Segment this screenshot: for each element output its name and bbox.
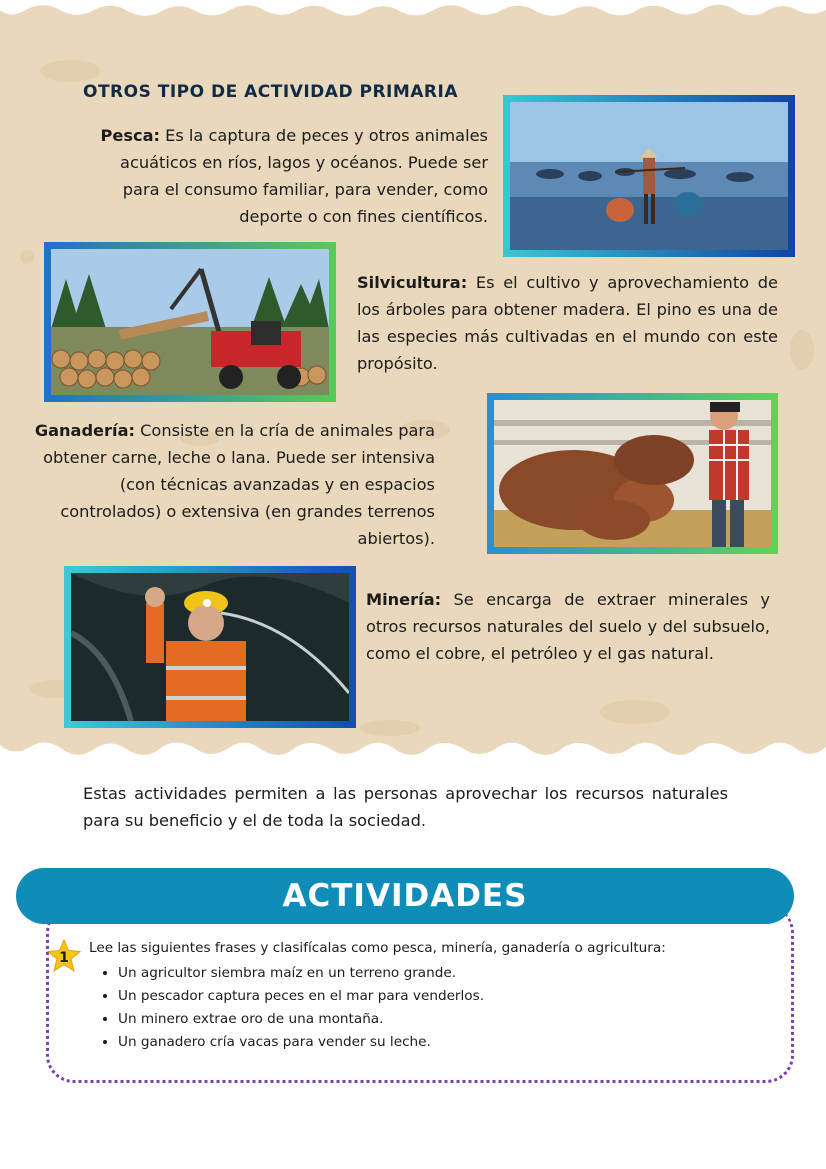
silvicultura-text: Es el cultivo y aprovechamiento de los árboles para obtener madera. El pino es una de las especies más cultivadas en el mundo con este propósito. bbox=[357, 273, 778, 373]
mineria-text: Se encarga de extraer minerales y otros recursos naturales del suelo y del subsuelo, como el cobre, el petróleo y el gas natural. bbox=[366, 590, 770, 663]
activity-number: 1 bbox=[59, 950, 69, 966]
ganaderia-text: Consiste en la cría de animales para obtener carne, leche o lana. Puede ser intensiva (con técnicas avanzadas y en espacios controlados) o extensiva (en grandes terrenos abiertos). bbox=[43, 421, 435, 548]
activity-items bbox=[100, 962, 484, 1054]
mining-photo bbox=[64, 566, 356, 728]
star-number-icon bbox=[47, 939, 81, 973]
list-item: • Un agricultor siembra maíz en un terreno grande. bbox=[118, 962, 484, 985]
mineria-term: Minería: bbox=[366, 590, 442, 609]
section-title: OTROS TIPO DE ACTIVIDAD PRIMARIA bbox=[83, 82, 459, 102]
mineria-paragraph bbox=[366, 586, 770, 667]
pesca-text: Es la captura de peces y otros animales acuáticos en ríos, lagos y océanos. Puede ser para el consumo familiar, para vender, como deporte o con fines científicos. bbox=[120, 126, 488, 226]
list-item: • Un pescador captura peces en el mar para venderlos. bbox=[118, 985, 484, 1008]
bottom-torn-edge bbox=[0, 735, 826, 765]
fishing-photo bbox=[503, 95, 795, 257]
pesca-term: Pesca: bbox=[100, 126, 160, 145]
activities-banner bbox=[16, 868, 794, 924]
pesca-paragraph bbox=[96, 122, 488, 230]
summary-paragraph: Estas actividades permiten a las personas aprovechar los recursos naturales para su beneficio y el de toda la sociedad. bbox=[83, 784, 728, 830]
silvicultura-paragraph bbox=[357, 269, 778, 377]
activity-instruction: Lee las siguientes frases y clasifícalas como pesca, minería, ganadería o agricultura: bbox=[89, 940, 666, 956]
livestock-photo bbox=[487, 393, 778, 554]
list-item: • Un ganadero cría vacas para vender su leche. bbox=[118, 1031, 484, 1054]
top-torn-edge bbox=[0, 0, 826, 20]
silvicultura-term: Silvicultura: bbox=[357, 273, 468, 292]
ganaderia-paragraph bbox=[30, 417, 435, 552]
forestry-photo bbox=[44, 242, 336, 402]
list-item: • Un minero extrae oro de una montaña. bbox=[118, 1008, 484, 1031]
activities-title: ACTIVIDADES bbox=[282, 878, 528, 914]
ganaderia-term: Ganadería: bbox=[34, 421, 135, 440]
